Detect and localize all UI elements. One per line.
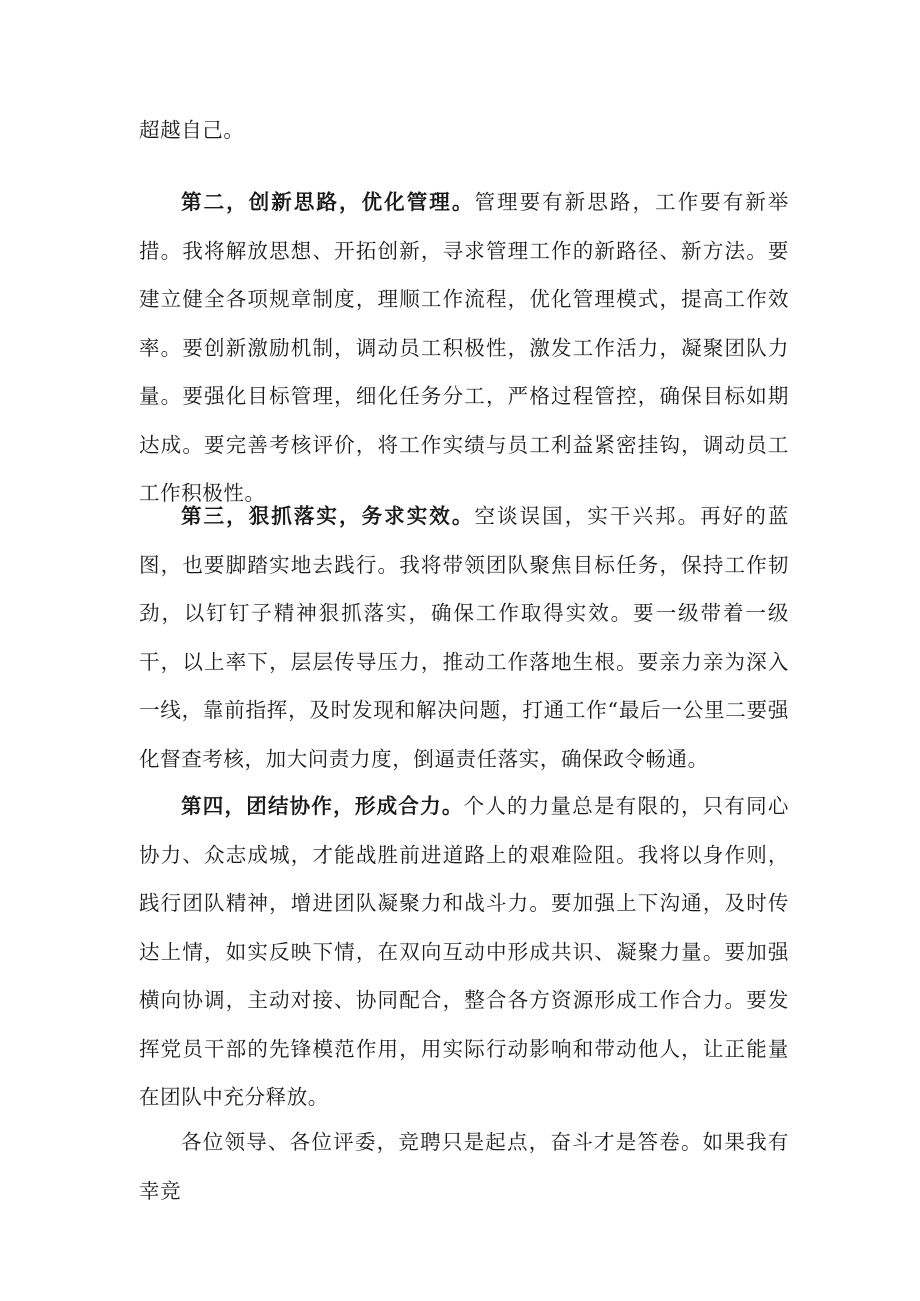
paragraph-text: 个人的力量总是有限的，只有同心协力、众志成城，才能战胜前进道路上的艰难险阻。我将以身作则，践行团队精神，增进团队凝聚力和战斗力。要加强上下沟通，及时传达上情，如实反映下情，在双向互动中形成共识、凝聚力量。要加强横向协调，主动对接、协同配合，整合各方资源形成工作合力。要发挥党员干部的先锋模范作用，用实际行动影响和带动他人，让正能量在团队中充分释放。 bbox=[139, 794, 789, 1109]
paragraph-text: 各位领导、各位评委，竞聘只是起点，奋斗才是答卷。如果我有幸竞 bbox=[139, 1130, 789, 1203]
paragraph-closing bbox=[139, 1118, 789, 1215]
paragraph-third-point bbox=[139, 492, 789, 783]
paragraph-lead: 第二，创新思路，优化管理。 bbox=[181, 190, 475, 214]
paragraph-text: 管理要有新思路，工作要有新举措。我将解放思想、开拓创新，寻求管理工作的新路径、新方法。要建立健全各项规章制度，理顺工作流程，优化管理模式，提高工作效率。要创新激励机制，调动员工积极性，激发工作活力，凝聚团队力量。要强化目标管理，细化任务分工，严格过程管控，确保目标如期达成。要完善考核评价，将工作实绩与员工利益紧密挂钩，调动员工工作积极性。 bbox=[139, 190, 789, 505]
paragraph-text: 超越自己。 bbox=[139, 118, 245, 142]
paragraph-text: 空谈误国，实干兴邦。再好的蓝图，也要脚踏实地去践行。我将带领团队聚焦目标任务，保持工作韧劲，以钉钉子精神狠抓落实，确保工作取得实效。要一级带着一级干，以上率下，层层传导压力，推动工作落地生根。要亲力亲为深入一线，靠前指挥，及时发现和解决问题，打通工作“最后一公里二要强化督查考核，加大问责力度，倒逼责任落实，确保政令畅通。 bbox=[139, 504, 789, 771]
paragraph-lead: 第三，狠抓落实，务求实效。 bbox=[181, 504, 475, 528]
paragraph-second-point bbox=[139, 178, 789, 518]
paragraph-fourth-point bbox=[139, 782, 789, 1122]
paragraph-lead: 第四，团结协作，形成合力。 bbox=[181, 794, 464, 818]
paragraph-continuation bbox=[139, 106, 789, 155]
